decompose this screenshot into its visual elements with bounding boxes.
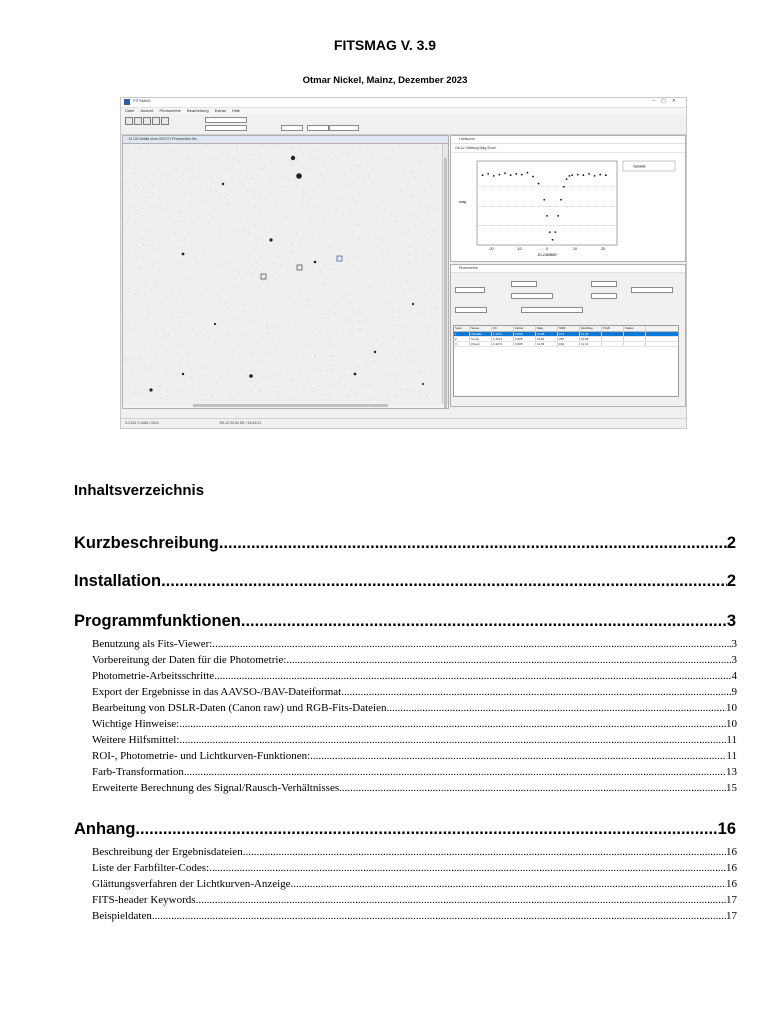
toc-leader-dots: [243, 846, 726, 858]
toc-entry-text: Beispieldaten: [92, 910, 152, 922]
toc-leader-dots: [179, 718, 726, 730]
toc-leader-dots: [341, 686, 731, 698]
toc-page-number: 15: [726, 782, 737, 794]
toc-subsection-entry[interactable]: [92, 734, 737, 746]
toc-leader-dots: [310, 750, 726, 762]
star-mark: [291, 156, 295, 160]
chart-x-tick-label: 20: [601, 247, 605, 251]
toc-entry-text: FITS-header Keywords: [92, 894, 196, 906]
toc-entry-text: Photometrie-Arbeitsschritte: [92, 670, 215, 682]
toc-entry-text: Bearbeitung von DSLR-Daten (Canon raw) und RGB-Fits-Dateien: [92, 702, 387, 714]
form-field: [591, 293, 617, 299]
table-cell: [602, 332, 624, 336]
status-coords: RA 12:22:54 DE +15:49:21: [219, 421, 262, 425]
status-cursor: X:2104 Y:1468 I:3315: [125, 421, 159, 425]
column-header[interactable]: Mag: [536, 326, 558, 331]
toc-leader-dots: [212, 638, 731, 650]
chart-y-axis-label: mag: [459, 200, 466, 204]
star-mark: [182, 373, 184, 375]
toc-subsection-entry[interactable]: [92, 654, 737, 666]
table-cell: 3: [454, 342, 470, 346]
toolbar-field: [205, 125, 247, 131]
table-cell: 0.005: [514, 342, 536, 346]
app-toolbar: [121, 114, 686, 135]
toc-subsection-entry[interactable]: [92, 862, 737, 874]
menu-item[interactable]: Datei: [125, 108, 135, 113]
table-cell: [602, 337, 624, 341]
menu-item[interactable]: Ansicht: [140, 108, 154, 113]
table-row[interactable]: [454, 342, 678, 347]
image-horizontal-scrollbar: [193, 404, 388, 407]
table-cell: [624, 342, 646, 346]
star-mark: [412, 303, 414, 305]
chart-data-point: [571, 174, 573, 176]
chart-x-tick-label: -20: [488, 247, 494, 251]
table-cell: 245: [558, 337, 580, 341]
chart-data-point: [583, 174, 585, 176]
chart-data-point: [532, 176, 534, 178]
toolbar-field: [329, 125, 359, 131]
star-mark: [149, 388, 152, 391]
open-icon: [125, 117, 133, 125]
toolbar-field: [307, 125, 329, 131]
chart-data-point: [605, 174, 607, 176]
photometry-table: [453, 325, 679, 397]
toc-entry-text: Kurzbeschreibung: [74, 534, 219, 552]
toc-section-entry[interactable]: [74, 572, 736, 591]
document-subtitle: Otmar Nickel, Mainz, Dezember 2023: [302, 75, 468, 86]
chart-data-point: [566, 178, 568, 180]
toc-leader-dots: [209, 862, 726, 874]
star-mark: [354, 373, 357, 376]
toc-leader-dots: [179, 734, 726, 746]
app-icon: [124, 99, 130, 105]
chart-data-point: [599, 174, 601, 176]
form-field: [521, 307, 583, 313]
toc-leader-dots: [387, 702, 727, 714]
toolbar-field: [281, 125, 303, 131]
chart-data-point: [510, 174, 512, 176]
star-mark: [296, 173, 302, 179]
toc-subsection-entry[interactable]: [92, 766, 737, 778]
chart-data-point: [552, 239, 554, 241]
photometry-window: [450, 264, 686, 407]
app-title: FITSMAG: [133, 98, 151, 103]
toc-page-number: 16: [726, 862, 737, 874]
toc-leader-dots: [219, 534, 727, 553]
toc-leader-dots: [184, 766, 726, 778]
toolbar-field: [205, 117, 247, 123]
chart-data-point: [515, 173, 517, 175]
form-field: [455, 307, 487, 313]
chart-data-point: [557, 215, 559, 217]
software-screenshot: [120, 97, 687, 429]
chart-data-point: [487, 173, 489, 175]
toc-leader-dots: [135, 820, 717, 839]
chart-data-point: [555, 231, 557, 233]
chart-data-point: [499, 174, 501, 176]
table-cell: 2: [454, 337, 470, 341]
form-field: [631, 287, 673, 293]
toc-page-number: 16: [717, 820, 736, 838]
table-cell: [624, 332, 646, 336]
zoom-icon: [143, 117, 151, 125]
chart-data-point: [549, 231, 551, 233]
toc-entry-text: Benutzung als Fits-Viewer:: [92, 638, 213, 650]
chart-data-point: [538, 183, 540, 185]
toc-page-number: 10: [726, 718, 737, 730]
star-mark: [314, 261, 317, 264]
toc-subsection-entry[interactable]: [92, 782, 737, 794]
toc-subsection-entry[interactable]: [92, 718, 737, 730]
table-cell: 190: [558, 342, 580, 346]
toc-leader-dots: [214, 670, 731, 682]
menu-item[interactable]: Bearbeitung: [187, 108, 209, 113]
toc-page-number: 2: [726, 572, 736, 590]
toc-entry-text: Liste der Farbfilter-Codes:: [92, 862, 210, 874]
toc-heading: Inhaltsverzeichnis: [74, 482, 205, 499]
star-mark: [422, 383, 424, 385]
chart-data-point: [493, 175, 495, 177]
table-cell: 1.2271: [492, 342, 514, 346]
table-cell: 11.06: [536, 342, 558, 346]
toc-entry-text: Farb-Transformation: [92, 766, 184, 778]
toc-entry-text: Weitere Hilfsmittel:: [92, 734, 180, 746]
toc-entry-text: Beschreibung der Ergebnisdateien: [92, 846, 243, 858]
lightcurve-chart: [451, 153, 683, 259]
table-cell: Comp: [470, 337, 492, 341]
toc-page-number: 10: [726, 702, 737, 714]
form-field: [511, 281, 537, 287]
toc-page-number: 9: [731, 686, 737, 698]
photometry-form: [451, 273, 685, 325]
toc-page-number: 3: [731, 638, 737, 650]
table-cell: Variable: [470, 332, 492, 336]
toc-section-entry[interactable]: [74, 820, 736, 839]
window-controls-icon: –▢✕: [652, 98, 682, 104]
photometry-window-title: Photometrie: [451, 265, 685, 273]
chart-data-point: [504, 172, 506, 174]
image-vertical-scrollbar: [442, 144, 448, 404]
star-mark: [214, 323, 216, 325]
chart-data-point: [588, 173, 590, 175]
print-icon: [152, 117, 160, 125]
column-header[interactable]: Profil: [602, 326, 624, 331]
toc-page-number: 13: [726, 766, 737, 778]
toc-page-number: 11: [726, 734, 737, 746]
toc-page-number: 3: [731, 654, 737, 666]
star-mark: [269, 238, 272, 241]
toc-leader-dots: [291, 878, 726, 890]
toc-entry-text: Glättungsverfahren der Lichtkurven-Anzeige: [92, 878, 291, 890]
chart-data-point: [521, 174, 523, 176]
lightcurve-toolbar: Ok Lu Glättung Mag Zoom: [451, 144, 685, 153]
menu-item[interactable]: Extras: [214, 108, 226, 113]
toc-leader-dots: [161, 572, 727, 591]
star-mark: [182, 253, 185, 256]
image-window-title: M 100 Abbild ohne-003.FIT Photometrie-fits: [123, 136, 448, 144]
toc-subsection-entry[interactable]: [92, 750, 737, 762]
form-field: [511, 293, 553, 299]
toc-section-entry[interactable]: [74, 612, 736, 631]
toc-subsection-entry[interactable]: [92, 910, 737, 922]
toc-page-number: 4: [731, 670, 737, 682]
form-field: [591, 281, 617, 287]
toc-entry-text: ROI-, Photometrie- und Lichtkurven-Funktionen:: [92, 750, 311, 762]
form-field: [455, 287, 485, 293]
chart-data-point: [546, 215, 548, 217]
toc-entry-text: Programmfunktionen: [74, 612, 241, 630]
chart-data-point: [577, 174, 579, 176]
table-cell: 1.2271: [492, 332, 514, 336]
app-statusbar: [121, 418, 686, 428]
app-titlebar: [121, 98, 686, 108]
table-cell: 11.98: [536, 332, 558, 336]
chart-legend-entry: Variable: [633, 164, 646, 169]
toc-subsection-entry[interactable]: [92, 638, 737, 650]
toc-page-number: 2: [726, 534, 736, 552]
toc-leader-dots: [339, 782, 726, 794]
toc-subsection-entry[interactable]: [92, 878, 737, 890]
toc-leader-dots: [286, 654, 731, 666]
toc-leader-dots: [152, 910, 726, 922]
toc-leader-dots: [241, 612, 727, 631]
toc-subsection-entry[interactable]: [92, 702, 737, 714]
chart-x-axis-label: JD-2459850: [537, 253, 557, 257]
column-header[interactable]: Fehler: [514, 326, 536, 331]
chart-x-tick-label: -10: [516, 247, 522, 251]
table-cell: 0.005: [514, 337, 536, 341]
chart-data-point: [594, 175, 596, 177]
menu-item[interactable]: Photometrie: [159, 108, 182, 113]
table-cell: 10.81: [536, 337, 558, 341]
column-header[interactable]: Status: [624, 326, 646, 331]
chart-data-point: [569, 175, 571, 177]
document-title: FITSMAG V. 3.9: [333, 37, 437, 53]
star-field-image: [123, 144, 442, 406]
chart-data-point: [563, 186, 565, 188]
chart-data-point: [543, 199, 545, 201]
save-icon: [134, 117, 142, 125]
star-mark: [249, 374, 253, 378]
chart-data-point: [482, 174, 484, 176]
toc-page-number: 11: [726, 750, 737, 762]
toc-subsection-entry[interactable]: [92, 686, 737, 698]
fits-image-window: [122, 135, 449, 409]
chart-data-point: [560, 199, 562, 201]
star-mark: [374, 351, 376, 353]
table-cell: 10.85: [580, 337, 602, 341]
toc-page-number: 3: [726, 612, 736, 630]
toc-page-number: 16: [726, 878, 737, 890]
toc-page-number: 17: [726, 910, 737, 922]
toc-entry-text: Wichtige Hinweise:: [92, 718, 180, 730]
column-header[interactable]: JD: [492, 326, 514, 331]
star-mark: [222, 183, 224, 185]
column-header[interactable]: Name: [470, 326, 492, 331]
table-cell: 123: [558, 332, 580, 336]
toc-page-number: 16: [726, 846, 737, 858]
table-cell: 1: [454, 332, 470, 336]
toc-entry-text: Erweiterte Berechnung des Signal/Rausch-Verhältnisses: [92, 782, 340, 794]
chart-x-tick-label: 10: [573, 247, 577, 251]
table-cell: Check: [470, 342, 492, 346]
chart-legend: [623, 161, 675, 171]
toc-leader-dots: [196, 894, 726, 906]
toc-subsection-entry[interactable]: [92, 846, 737, 858]
lightcurve-window-title: Lichtkurve: [451, 136, 685, 144]
toc-subsection-entry[interactable]: [92, 894, 737, 906]
toc-section-entry[interactable]: [74, 534, 736, 553]
column-header[interactable]: SNR: [558, 326, 580, 331]
table-cell: [624, 337, 646, 341]
toc-entry-text: Anhang: [74, 820, 136, 838]
chart-x-tick-label: 0: [546, 247, 548, 251]
table-cell: 0.005: [514, 332, 536, 336]
toc-entry-text: Vorbereitung der Daten für die Photometrie:: [92, 654, 287, 666]
column-header[interactable]: Stern: [454, 326, 470, 331]
chart-plot-area: [477, 161, 617, 245]
toc-entry-text: Installation: [74, 572, 162, 590]
chart-data-point: [527, 172, 529, 174]
toc-subsection-entry[interactable]: [92, 670, 737, 682]
menu-item[interactable]: Hilfe: [231, 108, 240, 113]
table-cell: [602, 342, 624, 346]
column-header[interactable]: Ref-Mag: [580, 326, 602, 331]
lightcurve-window: [450, 135, 686, 262]
toc-page-number: 17: [726, 894, 737, 906]
settings-icon: [161, 117, 169, 125]
table-cell: 11.10: [580, 342, 602, 346]
table-cell: 11.42: [580, 332, 602, 336]
toc-entry-text: Export der Ergebnisse in das AAVSO-/BAV-Dateiformat: [92, 686, 342, 698]
table-cell: 1.2271: [492, 337, 514, 341]
